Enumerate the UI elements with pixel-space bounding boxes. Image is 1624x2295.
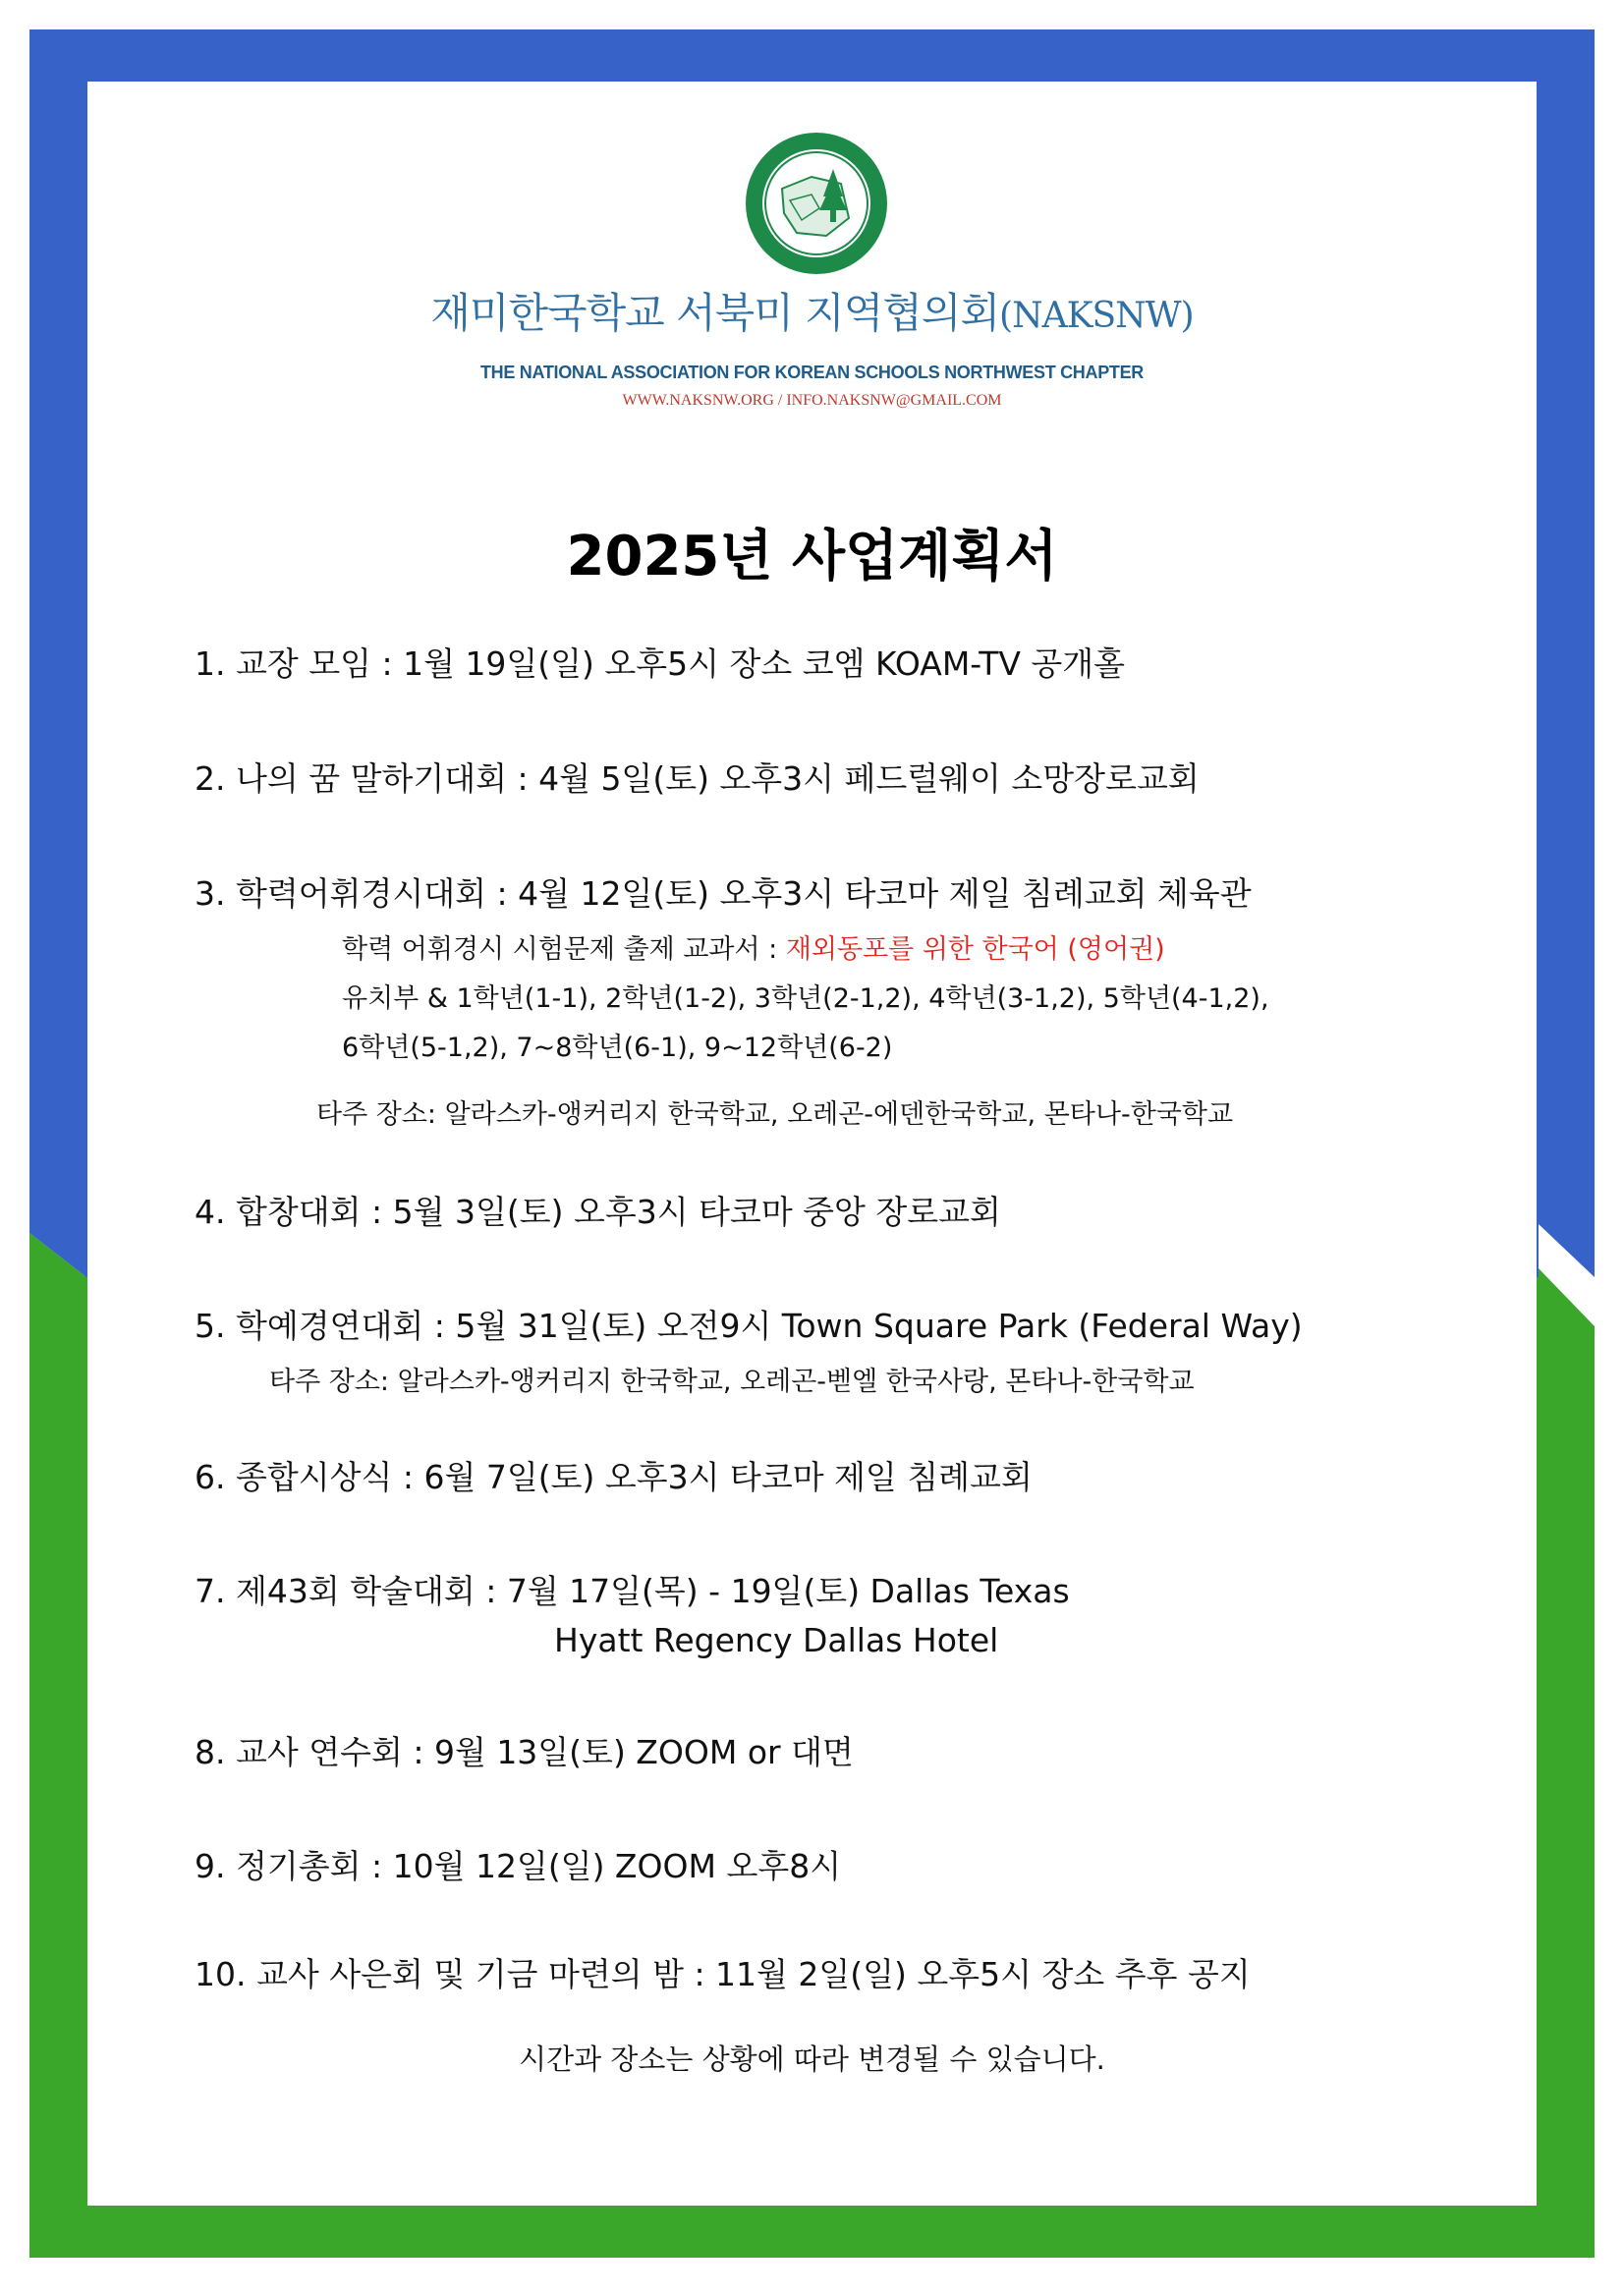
organization-contact: WWW.NAKSNW.ORG / INFO.NAKSNW@GMAIL.COM	[622, 392, 1002, 409]
textbook-label: 학력 어휘경시 시험문제 출제 교과서 :	[342, 934, 786, 965]
plan-item-1: 1. 교장 모임 : 1월 19일(일) 오후5시 장소 코엠 KOAM-TV 공개홀	[195, 644, 1126, 683]
plan-item-3-textbook	[342, 927, 1165, 966]
plan-item-6: 6. 종합시상식 : 6월 7일(토) 오후3시 타코마 제일 침례교회	[195, 1458, 1033, 1496]
plan-item-3-grades-line2: 6학년(5-1,2), 7~8학년(6-1), 9~12학년(6-2)	[342, 1033, 893, 1063]
plan-item-2: 2. 나의 꿈 말하기대회 : 4월 5일(토) 오후3시 페드럴웨이 소망장로교회	[195, 759, 1200, 798]
plan-item-5-other-venues: 타주 장소: 알라스카-앵커리지 한국학교, 오레곤-벧엘 한국사랑, 몬타나-한국학교	[269, 1367, 1195, 1397]
textbook-title: 재외동포를 위한 한국어 (영어권)	[785, 934, 1165, 965]
plan-item-4: 4. 합창대회 : 5월 3일(토) 오후3시 타코마 중앙 장로교회	[195, 1193, 1001, 1231]
plan-item-3-other-venues: 타주 장소: 알라스카-앵커리지 한국학교, 오레곤-에덴한국학교, 몬타나-한국학교	[316, 1099, 1234, 1130]
plan-item-8: 8. 교사 연수회 : 9월 13일(토) ZOOM or 대면	[195, 1733, 854, 1771]
organization-seal-logo	[743, 130, 890, 277]
footer-note: 시간과 장소는 상황에 따라 변경될 수 있습니다.	[519, 2043, 1105, 2076]
organization-name-english: THE NATIONAL ASSOCIATION FOR KOREAN SCHOOLS NORTHWEST CHAPTER	[479, 363, 1145, 382]
plan-item-3: 3. 학력어휘경시대회 : 4월 12일(토) 오후3시 타코마 제일 침례교회 체육관	[195, 874, 1252, 913]
plan-item-7-venue: Hyatt Regency Dallas Hotel	[554, 1621, 999, 1659]
page-title: 2025년 사업계획서	[566, 525, 1058, 588]
plan-item-3-grades-line1: 유치부 & 1학년(1-1), 2학년(1-2), 3학년(2-1,2), 4학년(3-1,2), 5학년(4-1,2),	[342, 983, 1269, 1014]
plan-item-9: 9. 정기총회 : 10월 12일(일) ZOOM 오후8시	[195, 1847, 842, 1885]
organization-name-korean	[0, 281, 1624, 340]
plan-item-5: 5. 학예경연대회 : 5월 31일(토) 오전9시 Town Square Park (Federal Way)	[195, 1307, 1303, 1345]
org-abbr: (NAKSNW)	[999, 296, 1194, 336]
plan-item-10: 10. 교사 사은회 및 기금 마련의 밤 : 11월 2일(일) 오후5시 장소 추후 공지	[195, 1955, 1251, 1993]
org-name-ko: 재미한국학교 서북미 지역협의회	[430, 289, 1000, 337]
plan-item-7: 7. 제43회 학술대회 : 7월 17일(목) - 19일(토) Dallas Texas	[195, 1572, 1070, 1610]
